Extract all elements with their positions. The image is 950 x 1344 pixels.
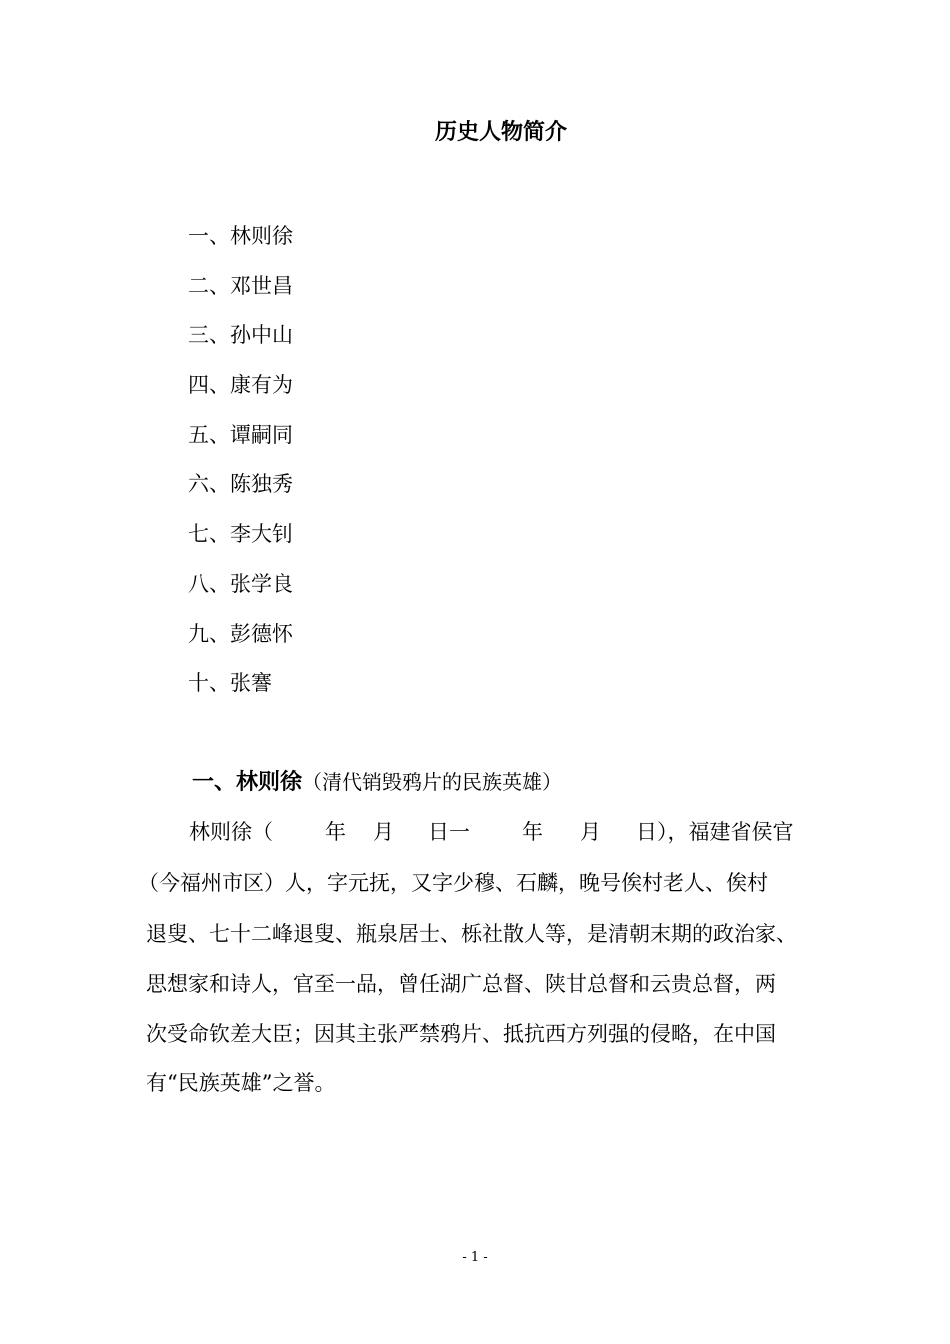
body-text: 林则徐（ [189,820,273,844]
section-heading-subtitle: （清代销毁鸦片的民族英雄） [302,770,563,794]
body-paragraph-line: 思想家和诗人，官至一品，曾任湖广总督、陕甘总督和云贵总督，两 [146,972,776,996]
page-number: - 1 - [462,1250,488,1265]
toc-item: 九、彭德怀 [188,621,293,646]
body-text: 月 [373,820,394,844]
body-text: 年 [522,820,543,844]
toc-item: 二、邓世昌 [188,273,293,298]
toc-item: 四、康有为 [188,373,293,398]
body-text: 月 [580,820,601,844]
body-paragraph-line: 退叟、七十二峰退叟、瓶泉居士、栎社散人等，是清朝末期的政治家、 [146,922,797,946]
body-text: 日一 [428,820,470,844]
toc-item: 五、谭嗣同 [188,422,293,447]
body-text: 日），福建省侯官 [636,820,794,844]
section-heading [192,765,562,801]
table-of-contents [188,220,293,717]
toc-item: 七、李大钊 [188,522,293,547]
body-text: 年 [325,820,346,844]
toc-item: 八、张学良 [188,571,293,596]
toc-item: 一、林则徐 [188,224,293,248]
document-title: 历史人物简介 [434,120,567,145]
toc-item: 三、孙中山 [188,323,293,348]
section-heading-title: 一、林则徐 [192,770,303,795]
body-paragraph-line: （今福州市区）人，字元抚，又字少穆、石麟，晚号俟村老人、俟村 [138,871,768,895]
body-paragraph-line: 有“民族英雄”之誉。 [146,1071,336,1095]
toc-item: 十、张謇 [188,671,272,696]
body-paragraph-line: 次受命钦差大臣；因其主张严禁鸦片、抵抗西方列强的侵略，在中国 [146,1022,776,1046]
body-paragraph-line [0,816,950,848]
toc-item: 六、陈独秀 [188,472,293,497]
